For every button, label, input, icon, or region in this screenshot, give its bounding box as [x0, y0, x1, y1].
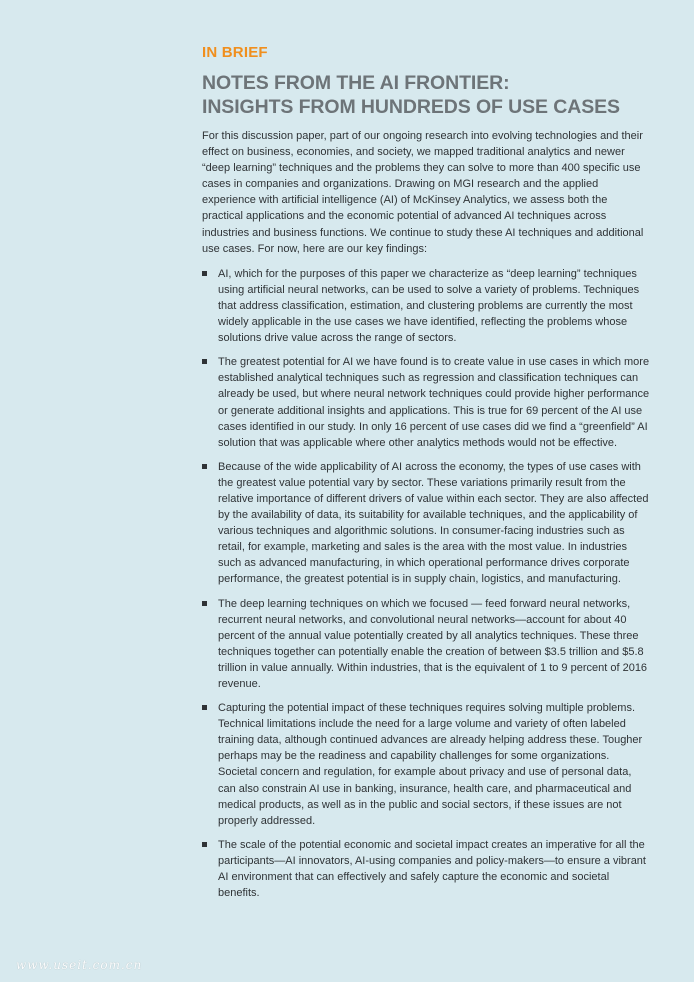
square-bullet-icon	[202, 359, 207, 364]
title-line-1: NOTES FROM THE AI FRONTIER:	[202, 72, 510, 94]
square-bullet-icon	[202, 464, 207, 469]
finding-item	[202, 837, 650, 901]
intro-paragraph: For this discussion paper, part of our ongoing research into evolving technologies and their effect on business, economies, and society, we mapped traditional analytics and newer “deep learning” techniques and the problems they can solve to more than 400 specific use cases in companies and organizations. Drawing on MGI research and the applied experience with artificial intelligence (AI) of McKinsey Analytics, we assess both the practical applications and the economic potential of advanced AI techniques across industries and business functions. We continue to study these AI techniques and additional use cases. For now, here are our key findings:	[202, 130, 644, 255]
square-bullet-icon	[202, 601, 207, 606]
square-bullet-icon	[202, 705, 207, 710]
finding-item	[202, 266, 650, 346]
finding-text: AI, which for the purposes of this paper we characterize as “deep learning” techniques using artificial neural networks, can be used to solve a variety of problems. Techniques that address classification, estimation, and clustering problems are currently the most widely applicable in the use cases we have identified, reflecting the problems whose solutions drive value across the range of sectors.	[218, 267, 640, 345]
finding-item	[202, 354, 650, 451]
finding-text: Because of the wide applicability of AI across the economy, the types of use cases with the greatest value potential vary by sector. These variations primarily result from the relative importance of different drivers of value within each sector. They are also affected by the availability of data, its suitability for available techniques, and the applicability of various techniques and algorithmic solutions. In consumer-facing industries such as retail, for example, marketing and sales is the area with the most value. In industries such as advanced manufacturing, in which operational performance drives corporate performance, the greatest potential is in supply chain, logistics, and manufacturing.	[218, 460, 649, 586]
finding-text: The deep learning techniques on which we focused — feed forward neural networks, recurrent neural networks, and convolutional neural networks—account for about 40 percent of the annual value potentially created by all analytics techniques. These three techniques together can potentially enable the creation of between $3.5 trillion and $5.8 trillion in value annually. Within industries, that is the equivalent of 1 to 9 percent of 2016 revenue.	[218, 597, 648, 690]
key-findings-list	[202, 266, 650, 901]
in-brief-section	[202, 44, 650, 909]
finding-item	[202, 596, 650, 693]
section-kicker: IN BRIEF	[202, 44, 268, 61]
finding-item	[202, 459, 650, 588]
square-bullet-icon	[202, 271, 207, 276]
square-bullet-icon	[202, 842, 207, 847]
finding-text: The greatest potential for AI we have found is to create value in use cases in which more established analytical techniques such as regression and classification techniques can already be used, but where neural network techniques could provide higher performance or generate additional insights and applications. This is true for 69 percent of the AI use cases identified in our study. In only 16 percent of use cases did we find a “greenfield” AI solution that was applicable where other analytics methods would not be effective.	[218, 356, 650, 449]
site-watermark: www.useit.com.cn	[16, 958, 143, 972]
finding-text: The scale of the potential economic and societal impact creates an imperative for all the participants—AI innovators, AI-using companies and policy-makers—to ensure a vibrant AI environment that can effectively and safely capture the economic and societal benefits.	[218, 838, 646, 900]
finding-item	[202, 700, 650, 829]
title-line-2: INSIGHTS FROM HUNDREDS OF USE CASES	[202, 96, 620, 118]
page-title	[202, 71, 650, 119]
finding-text: Capturing the potential impact of these techniques requires solving multiple problems. Technical limitations include the need for a large volume and variety of often labeled training data, although continued advances are already helping address these. Tougher perhaps may be the readiness and capability challenges for some organizations. Societal concern and regulation, for example about privacy and use of personal data, can also constrain AI use in banking, insurance, health care, and pharmaceutical and medical products, as well as in the public and social sectors, if these issues are not properly addressed.	[218, 702, 643, 827]
